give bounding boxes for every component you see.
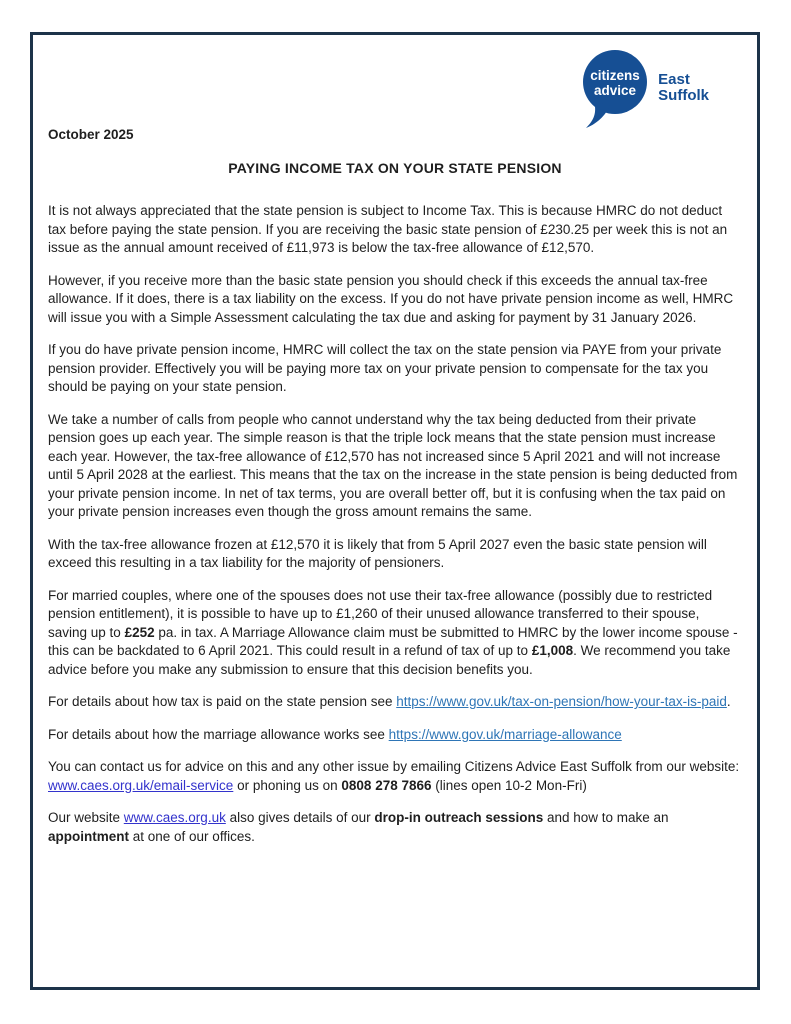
- text-run: (lines open 10-2 Mon-Fri): [431, 777, 587, 793]
- document-title: PAYING INCOME TAX ON YOUR STATE PENSION: [228, 160, 562, 176]
- paragraph: [48, 587, 742, 680]
- text-run: However, if you receive more than the basic state pension you should check if this exceeds the annual tax-free allowance. If it does, there is a tax liability on the excess. If you do not have private pension income as well, HMRC will issue you with a Simple Assessment calculating the tax due and asking for payment by 31 January 2026.: [48, 272, 734, 325]
- text-run: also gives details of our: [225, 810, 375, 825]
- paragraph: [48, 202, 742, 258]
- text-run: £1,008: [531, 643, 574, 658]
- link-gov-tax-on-pension[interactable]: https://www.gov.uk/tax-on-pension/how-your-tax-is-paid: [396, 694, 727, 709]
- text-run: For details about how the marriage allowance works see: [48, 726, 389, 742]
- logo-region-label: [658, 72, 709, 104]
- paragraph: [48, 726, 742, 745]
- text-run: . We recommend you take advice before you make any submission to ensure that this decision benefits you.: [48, 643, 731, 677]
- text-run: You can contact us for advice on this and any other issue by emailing Citizens Advice East Suffolk from our website:: [48, 759, 740, 774]
- paragraph: [48, 758, 742, 795]
- logo-region-line2: Suffolk: [658, 87, 709, 104]
- text-run: It is not always appreciated that the state pension is subject to Income Tax. This is because HMRC do not deduct tax before paying the state pension. If you are receiving the basic state pension of £230.25 per week this is not an issue as the annual amount received of £11,973 is below the tax-free allowance of £12,570.: [48, 203, 728, 255]
- text-run: Our website: [48, 810, 124, 825]
- text-run: With the tax-free allowance frozen at £12,570 it is likely that from 5 April 2027 even the basic state pension will exceed this resulting in a tax liability for the majority of pensioners.: [48, 536, 707, 570]
- paragraph: [48, 809, 742, 846]
- text-run: and how to make an: [543, 810, 669, 825]
- paragraph: [48, 272, 742, 328]
- link-caes-email-service[interactable]: www.caes.org.uk/email-service: [48, 777, 234, 793]
- citizens-advice-logo: [582, 50, 709, 129]
- text-run: £252: [124, 624, 155, 640]
- logo-word-advice: advice: [594, 83, 637, 98]
- text-run: or phoning us on: [233, 777, 342, 793]
- logo-region-line1: East: [658, 71, 690, 88]
- text-run: pa. in tax. A Marriage Allowance claim must be submitted to HMRC by the lower income spouse - this can be backdated to 6 April 2021. This could result in a refund of tax of up to: [48, 624, 738, 658]
- document-page: [30, 32, 760, 990]
- text-run: For married couples, where one of the spouses does not use their tax-free allowance (possibly due to restricted pension entitlement), it is possible to have up to £1,260 of their unused allowance transferred to their spouse, saving up to: [48, 587, 713, 640]
- document-date: October 2025: [48, 127, 134, 142]
- text-run: appointment: [48, 828, 129, 844]
- text-run: at one of our offices.: [129, 828, 255, 844]
- paragraph: [48, 411, 742, 522]
- text-run: .: [726, 694, 731, 709]
- document-body: [33, 202, 757, 846]
- text-run: For details about how tax is paid on the state pension see: [48, 694, 397, 709]
- paragraph: [48, 693, 742, 712]
- paragraph: [48, 536, 742, 573]
- text-run: If you do have private pension income, HMRC will collect the tax on the state pension via PAYE from your private pension provider. Effectively you will be paying more tax on your private pension to compensate for the tax you should be paying on your state pension.: [48, 342, 722, 394]
- link-caes-website[interactable]: www.caes.org.uk: [123, 810, 226, 825]
- link-gov-marriage-allowance[interactable]: https://www.gov.uk/marriage-allowance: [388, 726, 622, 742]
- text-run: drop-in outreach sessions: [374, 810, 544, 825]
- text-run: 0808 278 7866: [341, 777, 432, 793]
- logo-word-citizens: citizens: [590, 68, 640, 83]
- text-run: We take a number of calls from people who cannot understand why the tax being deducted from their private pension goes up each year. The simple reason is that the triple lock means that the state pension must increase each year. However, the tax-free allowance of £12,570 has not increased since 5 April 2021 and will not increase until 5 April 2028 at the earliest. This means that the tax on the increase in the state pension is being deducted from your private pension income. In net of tax terms, you are overall better off, but it is confusing when the tax paid on your private pension increases even though the gross amount remains the same.: [48, 411, 738, 519]
- speech-bubble-icon: [582, 50, 649, 129]
- paragraph: [48, 341, 742, 397]
